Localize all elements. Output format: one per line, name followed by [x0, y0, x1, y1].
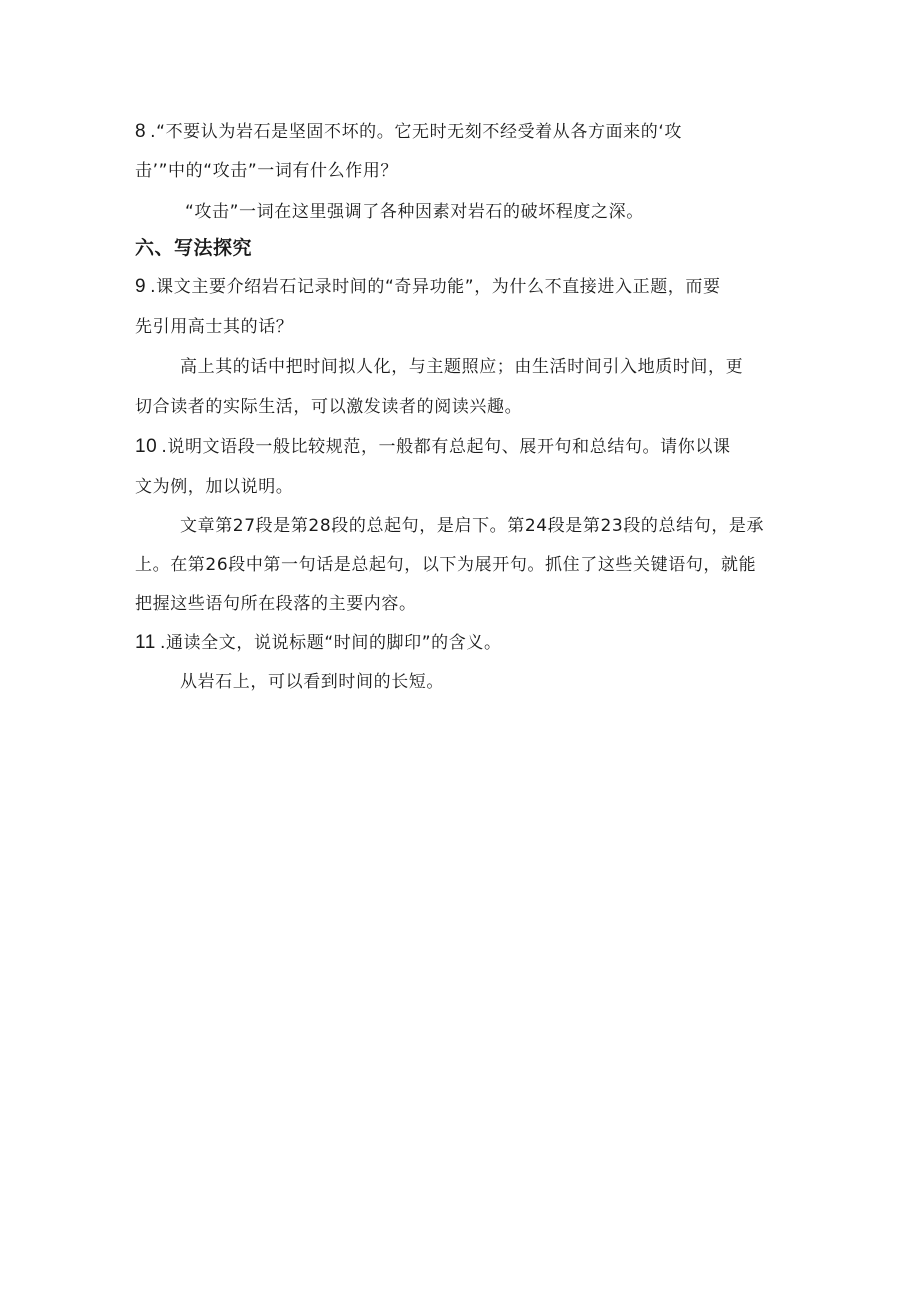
question-11-line-1 [135, 632, 502, 654]
question-11-text-1: .通读全文，说说标题“时间的脚印”的含义。 [159, 633, 502, 653]
answer-9-line-1: 高上其的话中把时间拟人化，与主题照应；由生活时间引入地质时间，更 [180, 357, 744, 377]
question-9-text-1: .课文主要介绍岩石记录时间的“奇异功能”，为什么不直接进入正题，而要 [150, 277, 721, 297]
question-10-text-1: .说明文语段一般比较规范，一般都有总起句、展开句和总结句。请你以课 [161, 437, 731, 457]
answer-10-line-3: 把握这些语句所在段落的主要内容。 [135, 594, 417, 614]
answer-10-line-1: 文章第27段是第28段的总起句，是启下。第24段是第23段的总结句，是承 [180, 516, 765, 536]
question-8-line-1 [135, 121, 682, 143]
question-8-line-2: 击’”中的“攻击”一词有什么作用？ [135, 161, 399, 181]
section-heading-writing-method: 六、写法探究 [135, 237, 253, 259]
question-10-line-1 [135, 436, 731, 458]
question-8-text-1: .“不要认为岩石是坚固不坏的。它无时无刻不经受着从各方面来的‘攻 [150, 122, 682, 142]
question-9-line-2: 先引用高士其的话？ [135, 317, 294, 337]
question-10-line-2: 文为例，加以说明。 [135, 477, 294, 497]
answer-11: 从岩石上，可以看到时间的长短。 [180, 672, 444, 692]
answer-10-line-2: 上。在第26段中第一句话是总起句，以下为展开句。抓住了这些关键语句，就能 [135, 555, 757, 575]
answer-9-line-2: 切合读者的实际生活，可以激发读者的阅读兴趣。 [135, 397, 523, 417]
question-10-number: 10 [135, 436, 158, 457]
question-11-number: 11 [135, 632, 156, 653]
question-8-number: 8 [135, 121, 147, 142]
answer-8: “攻击”一词在这里强调了各种因素对岩石的破坏程度之深。 [185, 202, 644, 222]
question-9-line-1 [135, 276, 721, 298]
question-9-number: 9 [135, 276, 147, 297]
